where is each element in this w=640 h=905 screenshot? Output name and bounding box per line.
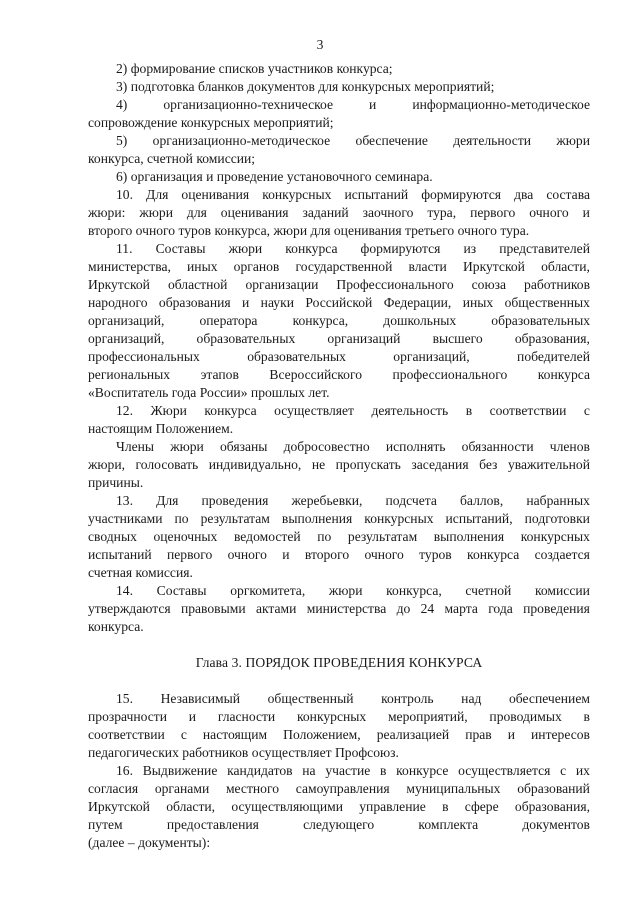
word: организации	[245, 277, 319, 292]
word: Выдвижение	[142, 763, 218, 778]
word: 12.	[116, 403, 133, 418]
word: жюри	[139, 205, 173, 220]
word: на	[302, 763, 316, 778]
word: создается	[534, 547, 590, 562]
word: в	[442, 799, 449, 814]
word: комплекта	[418, 817, 479, 832]
word: результатам	[347, 529, 418, 544]
text-line	[88, 564, 590, 582]
word: жюри	[228, 241, 263, 256]
word: 10.	[116, 187, 133, 202]
word: оргкомитета,	[230, 583, 306, 598]
word: очного	[529, 205, 569, 220]
word: организаций	[327, 331, 401, 346]
word: Независимый	[160, 691, 241, 706]
word: комиссии;	[196, 151, 256, 166]
text-line	[88, 240, 590, 258]
text-line	[88, 816, 590, 834]
word: уважительной	[507, 457, 590, 472]
text-line	[88, 60, 590, 78]
text-line	[88, 834, 590, 852]
word: конкурса.	[88, 619, 144, 634]
word: путем	[88, 817, 123, 832]
word: организаций,	[88, 313, 165, 328]
word: образовательных	[491, 313, 590, 328]
word: муниципальных	[406, 781, 501, 796]
word: образования,	[514, 331, 590, 346]
word: «Воспитатель	[88, 385, 169, 400]
chapter-heading: Глава 3. ПОРЯДОК ПРОВЕДЕНИЯ КОНКУРСА	[195, 655, 483, 670]
text-line	[88, 780, 590, 798]
text-line	[88, 438, 590, 456]
word: оценивания	[220, 205, 289, 220]
word: конкурса,	[88, 151, 144, 166]
word: подготовка	[130, 79, 195, 94]
word: не	[311, 457, 326, 472]
word: кандидатов	[227, 763, 293, 778]
word: испытаний	[344, 187, 409, 202]
word: жюри	[328, 583, 363, 598]
word: подготовки	[524, 511, 590, 526]
word: сфере	[464, 799, 499, 814]
word: мероприятий;	[253, 115, 334, 130]
text-line	[88, 312, 590, 330]
text-line	[88, 366, 590, 384]
word: лет.	[308, 385, 330, 400]
word: Профсоюз.	[334, 745, 399, 760]
text-line	[88, 618, 590, 636]
word: документов	[247, 79, 315, 94]
word: Всероссийского	[269, 367, 363, 382]
word: информационно-методическое	[412, 97, 590, 112]
word: и	[282, 547, 290, 562]
word: проведения	[523, 601, 590, 616]
paragraph-13	[88, 492, 590, 582]
word: самоуправления	[295, 781, 390, 796]
paragraph-12	[88, 402, 590, 492]
word: Жюри	[150, 403, 187, 418]
word: настоящим	[88, 421, 153, 436]
word: 5)	[116, 133, 128, 148]
word: 4)	[116, 97, 128, 112]
word: участниками	[88, 511, 163, 526]
word: два	[514, 187, 534, 202]
word: участие	[325, 763, 371, 778]
word: работников	[524, 277, 590, 292]
word: конкурсных	[520, 529, 590, 544]
word: 13.	[116, 493, 133, 508]
word: образований	[517, 781, 590, 796]
word: прошлых	[250, 385, 305, 400]
word: согласия	[88, 781, 139, 796]
word: соответствии	[88, 727, 165, 742]
word: иных	[462, 295, 494, 310]
word: власти	[408, 259, 447, 274]
word: органами	[154, 781, 210, 796]
word: испытаний	[88, 547, 152, 562]
word: органов	[233, 259, 280, 274]
word: министерства,	[88, 259, 171, 274]
paragraph-15	[88, 690, 590, 762]
word: с	[560, 763, 567, 778]
word: контроль	[381, 691, 434, 706]
word: для	[186, 205, 207, 220]
word: 15.	[116, 691, 133, 706]
word: прозрачности	[88, 709, 168, 724]
word: туров	[178, 223, 212, 238]
word: установочного	[286, 169, 372, 184]
word: сопровождение	[88, 115, 178, 130]
word: тура.	[500, 223, 530, 238]
word: –	[127, 835, 135, 850]
word: оценочных	[153, 529, 218, 544]
word: образования,	[514, 799, 590, 814]
paragraph-14	[88, 582, 590, 636]
text-line	[88, 276, 590, 294]
paragraph-10	[88, 186, 590, 240]
text-line	[88, 456, 590, 474]
word: обязаны	[219, 439, 268, 454]
word: обеспечение	[355, 133, 428, 148]
word: жеребьевки,	[291, 493, 363, 508]
text-line	[88, 546, 590, 564]
word: общественный	[267, 691, 354, 706]
word: реализацией	[376, 727, 450, 742]
word: областной	[167, 277, 228, 292]
word: и	[206, 169, 214, 184]
word: Для	[146, 187, 169, 202]
word: организационно-техническое	[163, 97, 334, 112]
word: конкурса	[285, 241, 338, 256]
word: дошкольных	[383, 313, 457, 328]
word: победителей	[517, 349, 590, 364]
word: местного	[225, 781, 280, 796]
text-line	[88, 726, 590, 744]
word: и	[507, 727, 516, 742]
word: осуществляется	[458, 763, 551, 778]
word: 6)	[116, 169, 128, 184]
word: без	[479, 457, 498, 472]
word: конкурсных	[296, 709, 367, 724]
word: 11.	[116, 241, 133, 256]
word: осуществляющими	[231, 799, 343, 814]
word: подсчета	[385, 493, 437, 508]
word: конкурса	[537, 367, 590, 382]
word: государственной	[295, 259, 393, 274]
word: конкурса,	[214, 223, 271, 238]
word: с	[180, 727, 187, 742]
word: Российской	[305, 295, 373, 310]
text-line	[88, 294, 590, 312]
word: в	[465, 403, 473, 418]
word: образовательных	[196, 331, 296, 346]
text-line	[88, 492, 590, 510]
paragraph-16	[88, 762, 590, 852]
word: формирование	[130, 61, 216, 76]
word: счетной	[147, 151, 193, 166]
word: жюри	[170, 439, 204, 454]
word: конкурсных	[364, 511, 434, 526]
word: очного	[135, 223, 176, 238]
word: высшего	[432, 331, 483, 346]
word: 16.	[116, 763, 133, 778]
page-number: 3	[316, 37, 324, 52]
word: и	[188, 709, 197, 724]
word: выполнения	[281, 511, 353, 526]
word: туров	[419, 547, 452, 562]
word: формируются	[421, 187, 502, 202]
word: до	[396, 601, 411, 616]
word: формируются	[360, 241, 441, 256]
text-line	[88, 114, 590, 132]
text-line	[88, 78, 590, 96]
word: жюри	[556, 133, 590, 148]
word: Положением,	[283, 727, 361, 742]
word: результатам	[200, 511, 270, 526]
word: с	[583, 403, 590, 418]
word: организаций,	[88, 331, 165, 346]
text-line	[88, 528, 590, 546]
word: иных	[187, 259, 218, 274]
word: мероприятий;	[414, 79, 495, 94]
word: причины.	[88, 475, 144, 490]
text-line	[88, 186, 590, 204]
word: членов	[549, 439, 590, 454]
word: заданий	[302, 205, 349, 220]
word: России»	[199, 385, 248, 400]
word: утверждаются	[88, 601, 171, 616]
word: первого	[470, 205, 516, 220]
word: Положением.	[155, 421, 234, 436]
word: интересов	[531, 727, 590, 742]
word: счетная	[88, 565, 133, 580]
word: заочного	[362, 205, 414, 220]
word: Члены	[116, 439, 155, 454]
word: Федерации,	[383, 295, 452, 310]
word: конкурса;	[336, 61, 393, 76]
word: комиссии	[534, 583, 590, 598]
spacer	[88, 636, 590, 654]
text-line	[88, 582, 590, 600]
word: конкурсных	[341, 79, 411, 94]
text-line	[88, 150, 590, 168]
word: проведение	[216, 169, 284, 184]
word: из	[463, 241, 477, 256]
word: Составы	[155, 241, 206, 256]
word: пропускать	[335, 457, 401, 472]
text-line	[88, 510, 590, 528]
word: документы):	[138, 835, 211, 850]
word: оператора	[199, 313, 258, 328]
word: конкурса	[204, 403, 257, 418]
document-body	[88, 60, 590, 852]
word: над	[461, 691, 482, 706]
word: образовательных	[247, 349, 346, 364]
word: жюри,	[88, 457, 126, 472]
word: деятельность	[371, 403, 449, 418]
text-line	[88, 96, 590, 114]
word: 14.	[116, 583, 133, 598]
text-line	[88, 744, 590, 762]
text-line	[88, 222, 590, 240]
word: деятельности	[453, 133, 532, 148]
word: правовыми	[180, 601, 246, 616]
word: по	[174, 511, 189, 526]
spacer	[88, 672, 590, 690]
word: работников	[182, 745, 249, 760]
word: года	[488, 601, 513, 616]
word: народного	[88, 295, 148, 310]
word: актами	[255, 601, 297, 616]
word: проведения	[201, 493, 269, 508]
word: для	[310, 223, 331, 238]
word: обеспечением	[509, 691, 590, 706]
word: Иркутской	[88, 799, 150, 814]
word: в	[379, 763, 387, 778]
word: ведомостей	[233, 529, 301, 544]
word: министерства	[306, 601, 387, 616]
word: первого	[167, 547, 213, 562]
text-line	[88, 204, 590, 222]
word: и	[242, 295, 250, 310]
text-line	[88, 348, 590, 366]
word: в	[583, 709, 590, 724]
text-line	[88, 384, 590, 402]
word: очного	[227, 547, 267, 562]
text-line	[88, 132, 590, 150]
word: 2)	[116, 61, 128, 76]
word: индивидуально,	[208, 457, 302, 472]
word: этапов	[200, 367, 239, 382]
word: союза	[471, 277, 507, 292]
word: выполнения	[433, 529, 505, 544]
word: семинара.	[374, 169, 433, 184]
text-line	[88, 402, 590, 420]
word: обязанности	[461, 439, 534, 454]
word: гласности	[217, 709, 276, 724]
word: проводимых	[489, 709, 562, 724]
word: представителей	[499, 241, 590, 256]
word: третьего	[405, 223, 455, 238]
word: документов	[522, 817, 590, 832]
word: очного	[457, 223, 497, 238]
text-line	[88, 330, 590, 348]
text-line	[88, 798, 590, 816]
text-line	[88, 420, 590, 438]
word: предоставления	[166, 817, 259, 832]
word: области,	[541, 259, 590, 274]
word: второго	[88, 223, 133, 238]
word: Иркутской	[88, 277, 150, 292]
paragraph-11	[88, 240, 590, 402]
word: профессионального	[392, 367, 508, 382]
word: испытаний,	[445, 511, 513, 526]
word: по	[317, 529, 332, 544]
text-line	[88, 168, 590, 186]
word: года	[171, 385, 197, 400]
word: состава	[546, 187, 590, 202]
word: региональных	[88, 367, 171, 382]
word: очного	[364, 547, 404, 562]
word: и	[582, 205, 590, 220]
word: Иркутской	[462, 259, 525, 274]
text-line	[88, 690, 590, 708]
word: голосовать	[135, 457, 199, 472]
word: заседания	[411, 457, 469, 472]
word: конкурса	[467, 547, 520, 562]
word: осуществляет	[251, 745, 332, 760]
word: организация	[130, 169, 203, 184]
word: следующего	[303, 817, 375, 832]
word: организаций,	[393, 349, 470, 364]
word: профессиональных	[88, 349, 200, 364]
text-line	[88, 474, 590, 492]
word: комиссия.	[135, 565, 193, 580]
word: и	[369, 97, 377, 112]
word: Составы	[156, 583, 207, 598]
text-line	[88, 708, 590, 726]
word: сводных	[88, 529, 137, 544]
word: образования	[158, 295, 231, 310]
word: их	[575, 763, 590, 778]
word: добросовестно	[283, 439, 370, 454]
word: настоящим	[202, 727, 268, 742]
list-items	[88, 60, 590, 186]
word: соответствии	[489, 403, 567, 418]
word: 24	[420, 601, 435, 616]
word: для	[318, 79, 339, 94]
word: бланков	[198, 79, 244, 94]
word: Профессионального	[336, 277, 454, 292]
word: списков	[218, 61, 265, 76]
word: жюри	[273, 223, 308, 238]
word: тура,	[427, 205, 457, 220]
word: марта	[444, 601, 478, 616]
text-line	[88, 762, 590, 780]
word: исполнять	[385, 439, 446, 454]
word: жюри:	[88, 205, 126, 220]
word: общественных	[504, 295, 590, 310]
word: прав	[465, 727, 492, 742]
word: набранных	[526, 493, 590, 508]
word: осуществляет	[274, 403, 354, 418]
word: Для	[156, 493, 179, 508]
word: второго	[304, 547, 350, 562]
word: оценивания	[181, 187, 250, 202]
word: области,	[166, 799, 216, 814]
word: участников	[267, 61, 334, 76]
word: конкурсе	[396, 763, 449, 778]
word: конкурса,	[292, 313, 349, 328]
word: конкурса,	[386, 583, 442, 598]
word: организационно-методическое	[152, 133, 331, 148]
word: баллов,	[460, 493, 504, 508]
word: счетной	[465, 583, 512, 598]
word: конкурсных	[262, 187, 332, 202]
word: педагогических	[88, 745, 179, 760]
word: управление	[359, 799, 426, 814]
word: науки	[260, 295, 294, 310]
word: конкурсных	[180, 115, 251, 130]
text-line	[88, 600, 590, 618]
text-line	[88, 258, 590, 276]
word: оценивания	[333, 223, 402, 238]
word: (далее	[88, 835, 125, 850]
word: мероприятий,	[387, 709, 468, 724]
word: 3)	[116, 79, 128, 94]
